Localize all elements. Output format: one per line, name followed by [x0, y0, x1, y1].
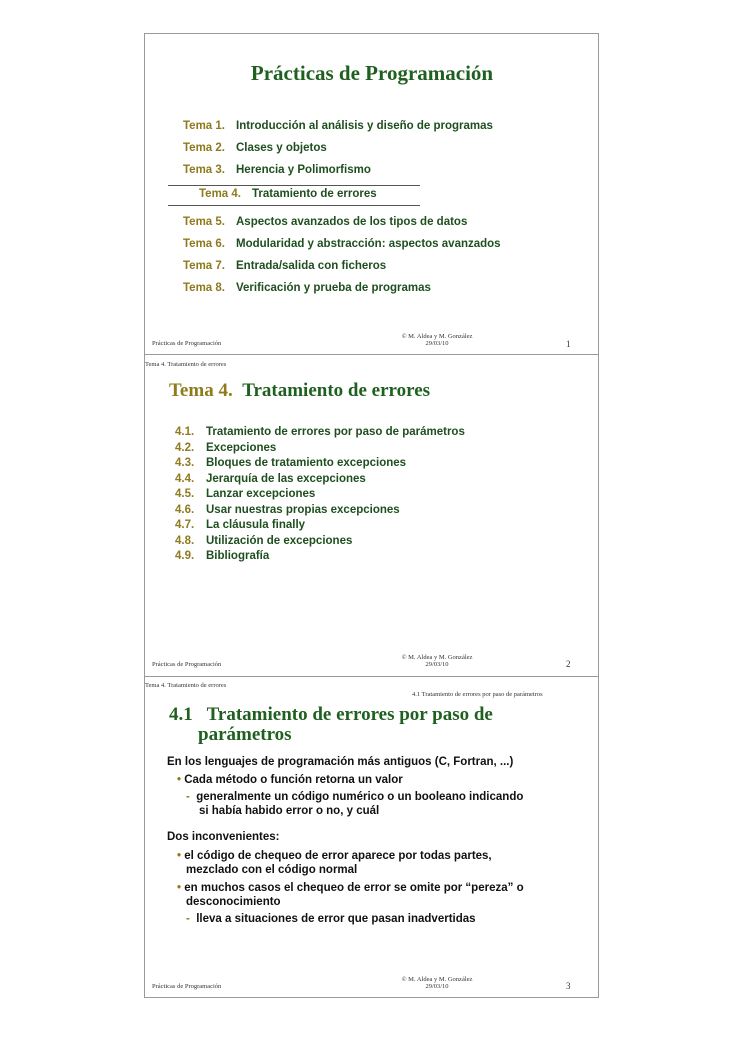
topic-number: Tema 5. [183, 216, 225, 228]
dash-glyph: - [186, 913, 190, 925]
topic-number: Tema 2. [183, 142, 225, 154]
subtopic-row [175, 442, 276, 454]
topic-row [183, 164, 371, 176]
footer-author: © M. Aldea y M. González [401, 333, 473, 340]
bullet-item-continuation: desconocimiento [186, 896, 281, 908]
footer-course: Prácticas de Programación [152, 983, 222, 990]
subtopic-text: Bibliografía [206, 550, 270, 562]
subtopic-row [175, 426, 465, 438]
subtopic-number: 4.5. [175, 488, 195, 500]
subtopic-row [175, 519, 305, 531]
bullet-text: el código de chequeo de error aparece por todas partes, [184, 850, 492, 862]
page-number: 2 [566, 659, 571, 669]
bullet-glyph: • [177, 882, 182, 894]
title-number: Tema 4. [169, 380, 233, 401]
topic-row [183, 216, 467, 228]
footer-date: 29/03/10 [425, 983, 449, 990]
slide-separator [144, 354, 599, 355]
footer-author: © M. Aldea y M. González [401, 654, 473, 661]
subtopic-text: Lanzar excepciones [206, 488, 316, 500]
dash-text: generalmente un código numérico o un booleano indicando [196, 791, 524, 803]
subtopic-text: Tratamiento de errores por paso de parámetros [206, 426, 465, 438]
subtopic-row [175, 457, 406, 469]
dash-text: lleva a situaciones de error que pasan inadvertidas [196, 913, 476, 925]
page-number: 3 [566, 981, 571, 991]
subtopic-row [175, 535, 352, 547]
inconvenientes-heading: Dos inconvenientes: [167, 831, 280, 843]
subtopic-number: 4.7. [175, 519, 195, 531]
topic-text: Verificación y prueba de programas [236, 282, 431, 294]
subtopic-text: Utilización de excepciones [206, 534, 353, 547]
slide-separator [144, 676, 599, 677]
topic-row [183, 260, 386, 272]
title-text: Tratamiento de errores [242, 380, 431, 401]
topic-text: Aspectos avanzados de los tipos de datos [236, 216, 468, 228]
topic-text: Entrada/salida con ficheros [236, 260, 387, 272]
topic-number: Tema 6. [183, 238, 225, 250]
topic-number: Tema 7. [183, 260, 225, 272]
slide-corner-label: Tema 4. Tratamiento de errores [145, 361, 227, 368]
slide1-title: Prácticas de Programación [250, 61, 494, 85]
footer-course: Prácticas de Programación [152, 661, 222, 668]
highlight-line-bottom [168, 205, 420, 206]
dash-item [186, 912, 476, 926]
bullet-glyph: • [177, 850, 182, 862]
subtopic-number: 4.3. [175, 457, 195, 469]
subtopic-row [175, 488, 315, 500]
subtopic-number: 4.8. [175, 534, 195, 547]
topic-row [183, 120, 493, 132]
section-reference: 4.1 Tratamiento de errores por paso de parámetros [412, 691, 543, 698]
dash-glyph: - [186, 791, 190, 803]
topic-number: Tema 3. [183, 164, 225, 176]
bullet-item [177, 773, 403, 787]
subtopic-number: 4.4. [175, 472, 195, 485]
page-number: 1 [566, 339, 571, 349]
bullet-text: Cada método o función retorna un valor [184, 774, 403, 786]
topic-number: Tema 8. [183, 282, 225, 294]
subtopic-number: 4.9. [175, 550, 195, 562]
bullet-item [177, 849, 492, 863]
topic-text: Introducción al análisis y diseño de programas [236, 120, 493, 132]
bullet-item [177, 881, 524, 895]
bullet-text: en muchos casos el chequeo de error se omite por “pereza” o [184, 882, 524, 894]
intro-paragraph: En los lenguajes de programación más antiguos (C, Fortran, ...) [167, 756, 514, 768]
topic-text: Modularidad y abstracción: aspectos avanzados [236, 238, 501, 250]
footer-date: 29/03/10 [425, 661, 449, 668]
subtopic-text: Bloques de tratamiento excepciones [206, 457, 407, 469]
topic-row [183, 238, 501, 250]
topic-text: Herencia y Polimorfismo [236, 164, 371, 176]
topic-row-current [199, 188, 377, 200]
bullet-item-continuation: mezclado con el código normal [186, 864, 358, 876]
dash-item [186, 790, 523, 804]
subtopic-number: 4.6. [175, 503, 195, 516]
slide2-title [169, 380, 430, 402]
slide3-title-line2: parámetros [198, 724, 292, 745]
footer-date: 29/03/10 [425, 340, 449, 347]
topic-number: Tema 4. [199, 188, 241, 200]
slide3-title-line1: 4.1 Tratamiento de errores por paso de [169, 704, 493, 725]
subtopic-row [175, 550, 269, 562]
topic-text: Tratamiento de errores [252, 188, 377, 200]
footer-author: © M. Aldea y M. González [401, 976, 473, 983]
topic-number: Tema 1. [183, 120, 225, 132]
topic-row [183, 142, 327, 154]
bullet-glyph: • [177, 774, 182, 786]
topic-row [183, 282, 431, 294]
dash-item-continuation: si había habido error o no, y cuál [199, 805, 380, 817]
footer-course: Prácticas de Programación [152, 340, 222, 347]
subtopic-text: Usar nuestras propias excepciones [206, 503, 400, 516]
subtopic-number: 4.2. [175, 441, 195, 454]
topic-text: Clases y objetos [236, 142, 327, 154]
subtopic-row [175, 504, 400, 516]
subtopic-text: Excepciones [206, 441, 277, 454]
slide-corner-label: Tema 4. Tratamiento de errores [145, 682, 227, 689]
subtopic-number: 4.1. [175, 426, 195, 438]
subtopic-text: La cláusula finally [206, 519, 306, 531]
subtopic-row [175, 473, 366, 485]
subtopic-text: Jerarquía de las excepciones [206, 472, 366, 485]
highlight-line-top [168, 185, 420, 186]
